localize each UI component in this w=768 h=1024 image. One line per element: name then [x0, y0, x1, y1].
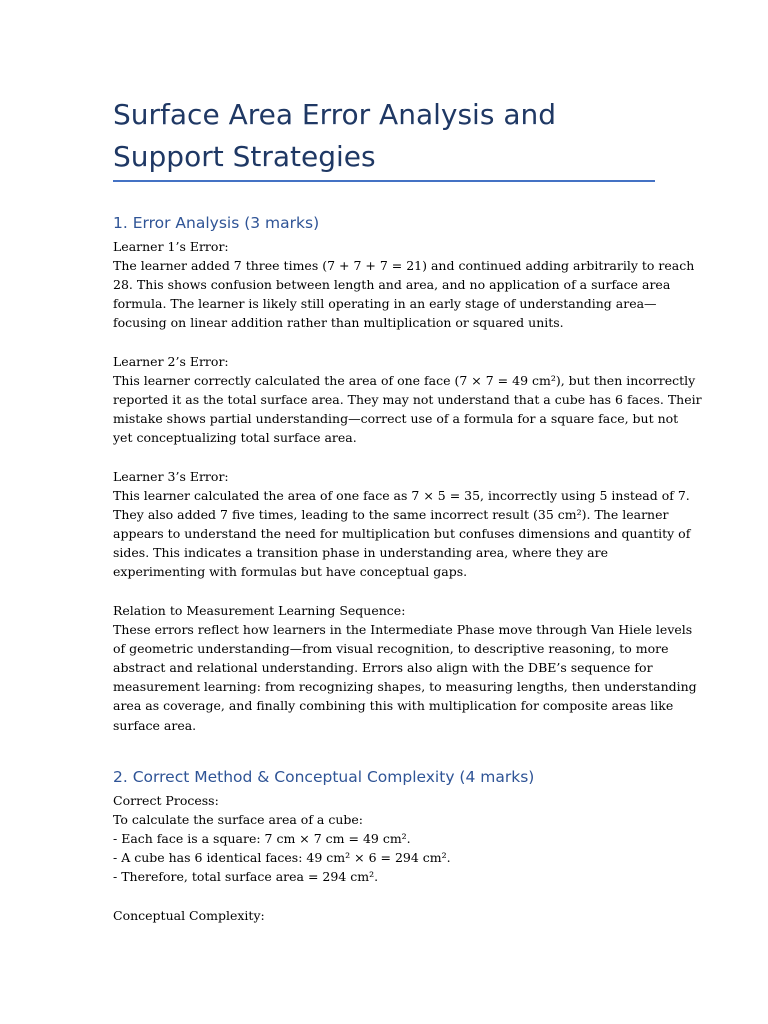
paragraph-line: To calculate the surface area of a cube:: [113, 812, 364, 828]
learner3-label: Learner 3’s Error:: [113, 469, 229, 484]
paragraph-line: of geometric understanding—from visual recognition, to descriptive reasoning, to more: [113, 641, 669, 657]
paragraph-line: experimenting with formulas but have conceptual gaps.: [113, 564, 468, 580]
learner2-paragraph: [113, 352, 702, 447]
correct-process-paragraph: [113, 791, 658, 886]
paragraph-line: This learner calculated the area of one face as 7 × 5 = 35, incorrectly using 5 instead of 7.: [113, 488, 690, 504]
paragraph-line: formula. The learner is likely still operating in an early stage of understanding area—: [113, 296, 657, 312]
learner3-paragraph: [113, 467, 691, 582]
paragraph-line: abstract and relational understanding. Errors also align with the DBE’s sequence for: [113, 660, 653, 676]
paragraph-line: - Each face is a square: 7 cm × 7 cm = 49 cm².: [113, 831, 411, 847]
paragraph-line: measurement learning: from recognizing shapes, to measuring lengths, then understanding: [113, 679, 697, 695]
paragraph-line: appears to understand the need for multiplication but confuses dimensions and quantity of: [113, 526, 691, 542]
document-title: Surface Area Error Analysis and Support Strategies: [113, 98, 556, 173]
paragraph-line: surface area.: [113, 717, 197, 733]
paragraph-line: yet conceptualizing total surface area.: [113, 430, 357, 446]
paragraph-line: sides. This indicates a transition phase in understanding area, where they are: [113, 545, 608, 561]
paragraph-line: focusing on linear addition rather than multiplication or squared units.: [113, 315, 564, 331]
learner1-paragraph: [113, 237, 695, 332]
section-heading-correct-method: 2. Correct Method & Conceptual Complexity (4 marks): [113, 768, 535, 786]
conceptual-complexity-paragraph: [113, 906, 658, 925]
paragraph-line: These errors reflect how learners in the Intermediate Phase move through Van Hiele levels: [113, 622, 693, 638]
paragraph-line: The learner added 7 three times (7 + 7 + 7 = 21) and continued adding arbitrarily to reach: [113, 258, 695, 274]
paragraph-line: - A cube has 6 identical faces: 49 cm² × 6 = 294 cm².: [113, 850, 451, 866]
paragraph-line: area as coverage, and finally combining this with multiplication for composite areas like: [113, 698, 674, 714]
paragraph-line: This learner correctly calculated the area of one face (7 × 7 = 49 cm²), but then incorrectly: [113, 373, 696, 389]
paragraph-line: - Therefore, total surface area = 294 cm².: [113, 869, 379, 885]
learner1-label: Learner 1’s Error:: [113, 239, 229, 254]
paragraph-line: 28. This shows confusion between length and area, and no application of a surface area: [113, 277, 671, 293]
learner2-label: Learner 2’s Error:: [113, 354, 229, 369]
section-heading-error-analysis: 1. Error Analysis (3 marks): [113, 214, 320, 232]
title-underline: [113, 180, 655, 182]
paragraph-line: reported it as the total surface area. They may not understand that a cube has 6 faces. Their: [113, 392, 702, 408]
relation-paragraph: [113, 601, 697, 735]
paragraph-line: They also added 7 five times, leading to the same incorrect result (35 cm²). The learner: [113, 507, 669, 523]
paragraph-line: mistake shows partial understanding—correct use of a formula for a square face, but not: [113, 411, 679, 427]
relation-label: Relation to Measurement Learning Sequence:: [113, 603, 406, 618]
correct-process-label: Correct Process:: [113, 793, 219, 808]
conceptual-complexity-label: Conceptual Complexity:: [113, 908, 265, 923]
